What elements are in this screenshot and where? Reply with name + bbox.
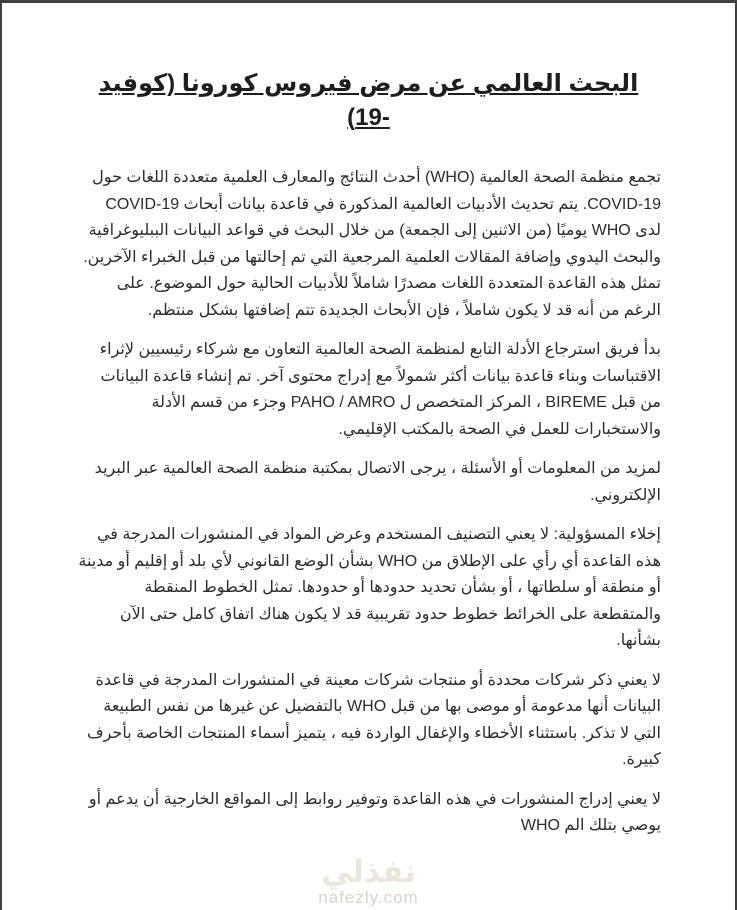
paragraph-database-overview: تجمع منظمة الصحة العالمية (WHO) أحدث النتائج والمعارف العلمية متعددة اللغات حول COVID-19. يتم تحديث الأدبيات العالمية المذكورة في قاعدة بيانات أبحاث COVID-19 لدى WHO يوميًا (من الاثنين إلى الجمعة) من خلال البحث في قواعد البيانات الببليوغرافية والبحث اليدوي وإضافة المقالات العلمية المرجعية التي تم إحالتها من قبل الخبراء الآخرين. تمثل هذه القاعدة المتعددة اللغات مصدرًا شاملاً للأدبيات الحالية حول الموضوع. على الرغم من أنه قد لا يكون شاملاً ، فإن الأبحاث الجديدة تتم إضافتها بشكل منتظم. [83, 169, 661, 319]
nafezly-logo: نفذلي [321, 854, 416, 889]
paragraph-disclaimer-legal: إخلاء المسؤولية: لا يعني التصنيف المستخدم وعرض المواد في المنشورات المدرجة في هذه القاعدة أي رأي على الإطلاق من WHO بشأن الوضع القانوني لأي بلد أو إقليم أو مدينة أو منطقة أو سلطاتها ، أو بشأن تحديد حدودها أو حدودها. تمثل الخطوط المنقطة والمتقطعة على الخرائط خطوط حدود تقريبية قد لا يكون هناك اتفاق كامل حتى الآن بشأنها. [78, 526, 661, 649]
document-title: البحث العالمي عن مرض فيروس كورونا (كوفيد -19) [98, 70, 639, 131]
paragraph-contact-library: لمزيد من المعلومات أو الأسئلة ، يرجى الاتصال بمكتبة منظمة الصحة العالمية عبر البريد الإلكتروني. [94, 460, 661, 504]
paragraph-disclaimer-links: لا يعني إدراج المنشورات في هذه القاعدة وتوفير روابط إلى المواقع الخارجية أن يدعم أو يوصي بتلك الم WHO [88, 790, 661, 834]
nafezly-site-url: nafezly.com [318, 888, 419, 907]
nafezly-watermark [2, 855, 735, 907]
paragraph-disclaimer-companies: لا يعني ذكر شركات محددة أو منتجات شركات معينة في المنشورات المدرجة في قاعدة البيانات أنها مدعومة أو موصى بها من قبل WHO بالتفضيل عن غيرها من نفس الطبيعة التي لا تذكر. باستثناء الأخطاء والإغفال الواردة فيه ، يتميز أسماء المنتجات الخاصة بأحرف كبيرة. [87, 671, 661, 768]
paragraph-evidence-team: بدأ فريق استرجاع الأدلة التابع لمنظمة الصحة العالمية التعاون مع شركاء رئيسيين لإثراء الاقتباسات وبناء قاعدة بيانات أكثر شمولاً مع إدراج محتوى آخر. تم إنشاء قاعدة البيانات من قبل BIREME ، المركز المتخصص ل PAHO / AMRO وجزء من قسم الأدلة والاستخبارات للعمل في الصحة بالمكتب الإقليمي. [99, 341, 661, 438]
